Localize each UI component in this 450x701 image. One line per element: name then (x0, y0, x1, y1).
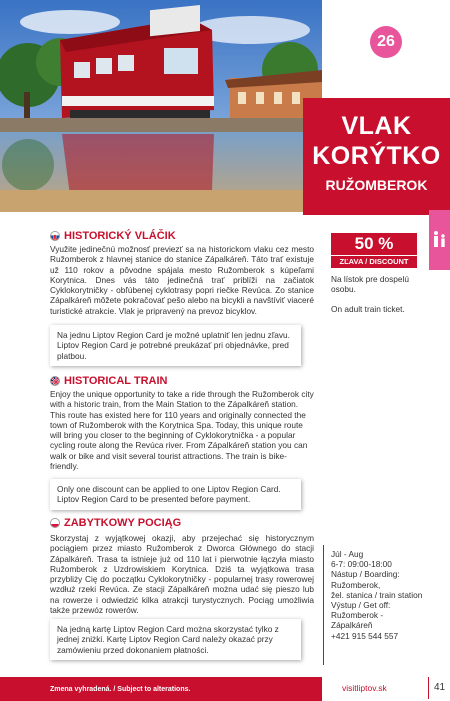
info-divider (323, 545, 324, 665)
heading-pl-text: ZABYTKOWY POCIĄG (64, 517, 182, 529)
polish-flag-icon (50, 518, 60, 528)
heading-sk (50, 230, 176, 242)
hero-photo-train (0, 0, 322, 212)
title-line-1: VLAK (341, 112, 412, 140)
note-sk: Na jednu Liptov Region Card je možné uplatniť len jednu zľavu. Liptov Region Card je potrebné preukázať pri objednávke, pred platbou. (50, 325, 301, 366)
footer (0, 671, 450, 701)
slovak-flag-icon (50, 231, 60, 241)
info-block: Júl - Aug 6-7: 09:00-18:00 Nástup / Boarding: Ružomberok, žel. stanica / train station Výstup / Get off: Ružomberok - Zápalkáreň +421 915 544 557 (331, 549, 423, 641)
discount-percent: 50 % (331, 233, 417, 255)
footer-page-number: 41 (428, 677, 450, 699)
uk-flag-icon (50, 376, 60, 386)
discount-text-en: On adult train ticket. (331, 304, 405, 314)
note-en: Only one discount can be applied to one Liptov Region Card. Liptov Region Card to be presented before payment. (50, 479, 301, 510)
body-en: Enjoy the unique opportunity to take a ride through the Ružomberok city with a historic train, from the Main Station to the Zápalkáreň station. This route has existed here for 110 years and originally connected the town of Ružomberok with the Korytnica Spa. Today, this unique route will bring you closer to the beginning of Cyklokorytnička - a popular cycling route along the Revúca river. From Zápalkáreň station you can walk or bike and visit several tourist attractions. The train is bike-friendly. (50, 389, 314, 472)
discount-label: ZĽAVA / DISCOUNT (331, 256, 417, 268)
title-subtitle: RUŽOMBEROK (325, 177, 428, 193)
title-banner (303, 98, 450, 215)
heading-en-text: HISTORICAL TRAIN (64, 375, 168, 387)
body-sk: Využite jedinečnú možnosť previezť sa na historickom vlaku cez mesto Ružomberok z hlavnej stanice do stanice Zápalkáreň. Táto trať existuje už 110 rokov a pôvodne spájala mesto Ružomberok s kúpeľami Korytnica. Dnes vás táto jedinečná trať priblíži na začiatok Cyklokorytničky - obľúbenej cyklotrasy popri riečke Revúca. Zo stanice Zápalkáreň môžete pokračovať pešo alebo na bicykli a navštíviť viaceré turistické atrakcie. Vlak je pripravený na prevoz bicyklov. (50, 244, 314, 316)
footer-disclaimer: Zmena vyhradená. / Subject to alterations. (0, 677, 322, 701)
heading-pl (50, 517, 181, 529)
page-badge: 26 (370, 26, 402, 58)
title-line-2: KORÝTKO (312, 142, 441, 170)
heading-sk-text: HISTORICKÝ VLÁČIK (64, 230, 176, 242)
family-icon (432, 230, 447, 248)
family-side-tab (429, 210, 450, 270)
footer-website-link[interactable]: visitliptov.sk (342, 683, 387, 693)
heading-en (50, 375, 168, 387)
note-pl: Na jedną kartę Liptov Region Card można skorzystać tylko z jednej zniżki. Kartę Liptov Region Card należy okazać przy zamówieniu przed dokonaniem płatności. (50, 619, 301, 660)
body-pl: Skorzystaj z wyjątkowej okazji, aby przejechać się historycznym pociągiem przez miasto Ružomberok z Dworca Głównego do stacji Zápalkáreň. Trasa ta istnieje już od 110 lat i pierwotnie łączyła miasto Ružomberok z Uzdrowiskiem Korytnica. Dziś ta wyjątkowa trasa przybliży Cię do początku Cyklokorytničky - popularnej trasy rowerowej wzdłuż rzeki Revúca. Ze stacji Zápalkáreň można udać się pieszo lub na rowerze i odwiedzić kilka atrakcji turystycznych. Pociąg umożliwia także przewóz rowerów. (50, 533, 314, 616)
discount-text-sk: Na lístok pre dospelú osobu. (331, 274, 409, 295)
